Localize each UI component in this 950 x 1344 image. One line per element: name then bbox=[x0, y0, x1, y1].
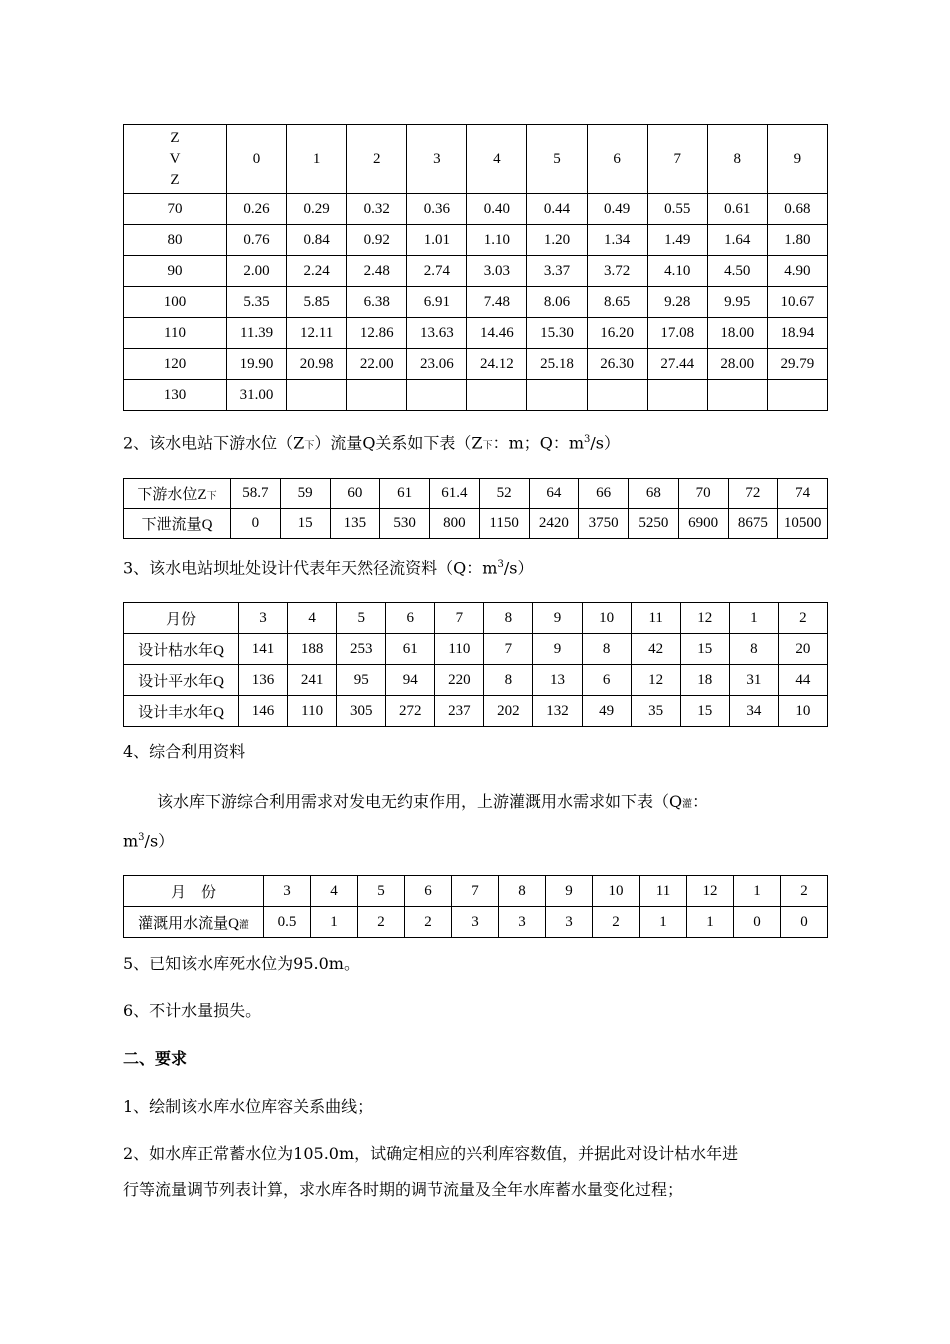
table-cell: 8 bbox=[729, 634, 778, 665]
row-header-cell: 月份 bbox=[124, 603, 239, 634]
corner-header-line: Z bbox=[170, 129, 180, 146]
row-header-cell: 月 份 bbox=[124, 876, 264, 907]
table-cell: 29.79 bbox=[767, 349, 827, 380]
table-cell: 18.94 bbox=[767, 318, 827, 349]
table-cell: 74 bbox=[778, 479, 828, 509]
row-header-cell: 设计枯水年Q bbox=[124, 634, 239, 665]
row-header-cell: 70 bbox=[124, 194, 227, 225]
table-cell: 34 bbox=[729, 696, 778, 727]
table-cell: 68 bbox=[629, 479, 679, 509]
table-cell: 13 bbox=[533, 665, 582, 696]
section-4-paragraph-line2: $m^3/s$） bbox=[123, 831, 175, 851]
column-header-cell: 3 bbox=[239, 603, 288, 634]
requirement-2-line2: 行等流量调节列表计算，求水库各时期的调节流量及全年水库蓄水量变化过程； bbox=[123, 1180, 684, 1199]
table-cell: 0.32 bbox=[347, 194, 407, 225]
column-header-cell: 7 bbox=[435, 603, 484, 634]
table-row bbox=[124, 349, 828, 380]
table-cell: 1.34 bbox=[587, 225, 647, 256]
table-cell: 15 bbox=[680, 696, 729, 727]
table-cell: 64 bbox=[529, 479, 579, 509]
table-cell: 3.37 bbox=[527, 256, 587, 287]
table-cell: 12 bbox=[631, 665, 680, 696]
column-header-cell: 4 bbox=[311, 876, 358, 907]
table-cell: 3 bbox=[452, 907, 499, 938]
zv-table bbox=[123, 124, 828, 411]
corner-header-cell bbox=[124, 125, 227, 194]
column-header-cell: 6 bbox=[405, 876, 452, 907]
requirements-heading: 二、要求 bbox=[123, 1049, 188, 1068]
section-3-text: 3、该水电站坝址处设计代表年天然径流资料（Q：$m^3/s$） bbox=[123, 558, 534, 578]
table-row bbox=[124, 907, 828, 938]
table-cell: 2420 bbox=[529, 509, 579, 539]
table-cell: 11.39 bbox=[227, 318, 287, 349]
table-row bbox=[124, 665, 828, 696]
table-cell: 0 bbox=[231, 509, 281, 539]
table-row bbox=[124, 380, 828, 411]
column-header-cell: 10 bbox=[593, 876, 640, 907]
table-cell: 95 bbox=[337, 665, 386, 696]
table-cell: 2.00 bbox=[227, 256, 287, 287]
table-cell bbox=[527, 380, 587, 411]
table-cell: 19.90 bbox=[227, 349, 287, 380]
table-cell: 0 bbox=[781, 907, 828, 938]
table-cell: 15.30 bbox=[527, 318, 587, 349]
table-cell: 28.00 bbox=[707, 349, 767, 380]
table-cell: 0.44 bbox=[527, 194, 587, 225]
table-cell: 8 bbox=[582, 634, 631, 665]
table-cell: 72 bbox=[728, 479, 778, 509]
table-cell: 136 bbox=[239, 665, 288, 696]
column-header-cell: 8 bbox=[484, 603, 533, 634]
table-cell: 241 bbox=[288, 665, 337, 696]
table-cell bbox=[347, 380, 407, 411]
table-cell: 0.26 bbox=[227, 194, 287, 225]
table-cell: 12.11 bbox=[287, 318, 347, 349]
table-cell: 141 bbox=[239, 634, 288, 665]
corner-header-line: V bbox=[169, 150, 181, 167]
table-cell: 1 bbox=[687, 907, 734, 938]
table-cell: 0.84 bbox=[287, 225, 347, 256]
table-cell: 44 bbox=[778, 665, 827, 696]
column-header-cell: 9 bbox=[546, 876, 593, 907]
table-cell: 8 bbox=[484, 665, 533, 696]
table-cell: 16.20 bbox=[587, 318, 647, 349]
table-cell: 2 bbox=[405, 907, 452, 938]
table-cell: 2.74 bbox=[407, 256, 467, 287]
table-cell: 1.10 bbox=[467, 225, 527, 256]
table-cell: 0.29 bbox=[287, 194, 347, 225]
column-header-cell: 5 bbox=[358, 876, 405, 907]
table-cell: 135 bbox=[330, 509, 380, 539]
column-header-cell: 1 bbox=[287, 125, 347, 194]
table-cell: 1.64 bbox=[707, 225, 767, 256]
table-cell: 3750 bbox=[579, 509, 629, 539]
table-cell: 0.5 bbox=[264, 907, 311, 938]
row-header-cell: 设计平水年Q bbox=[124, 665, 239, 696]
column-header-cell: 6 bbox=[386, 603, 435, 634]
row-header-cell: 130 bbox=[124, 380, 227, 411]
table-cell: 0.49 bbox=[587, 194, 647, 225]
table-cell: 49 bbox=[582, 696, 631, 727]
table-cell: 0.36 bbox=[407, 194, 467, 225]
table-row bbox=[124, 225, 828, 256]
column-header-cell: 2 bbox=[778, 603, 827, 634]
row-header-cell: 80 bbox=[124, 225, 227, 256]
column-header-cell: 1 bbox=[729, 603, 778, 634]
table-cell: 9.28 bbox=[647, 287, 707, 318]
table-cell: 66 bbox=[579, 479, 629, 509]
column-header-cell: 3 bbox=[407, 125, 467, 194]
table-cell: 3.72 bbox=[587, 256, 647, 287]
row-header-cell: 下游水位Z下 bbox=[124, 479, 231, 509]
table-cell bbox=[707, 380, 767, 411]
table-cell: 272 bbox=[386, 696, 435, 727]
table-cell: 70 bbox=[678, 479, 728, 509]
table-cell: 14.46 bbox=[467, 318, 527, 349]
table-cell: 10 bbox=[778, 696, 827, 727]
table-cell: 60 bbox=[330, 479, 380, 509]
table-cell: 5250 bbox=[629, 509, 679, 539]
table-cell: 6.38 bbox=[347, 287, 407, 318]
column-header-cell: 12 bbox=[680, 603, 729, 634]
table-cell: 2 bbox=[593, 907, 640, 938]
section-2-text: 2、该水电站下游水位（Z下）流量Q关系如下表（Z下：m；Q：$m^3/s$） bbox=[123, 433, 621, 453]
table-cell: 10.67 bbox=[767, 287, 827, 318]
table-row bbox=[124, 479, 828, 509]
table-row bbox=[124, 696, 828, 727]
row-header-cell: 110 bbox=[124, 318, 227, 349]
table-cell: 1.80 bbox=[767, 225, 827, 256]
table-cell: 132 bbox=[533, 696, 582, 727]
table-cell: 13.63 bbox=[407, 318, 467, 349]
table-row bbox=[124, 194, 828, 225]
column-header-cell: 11 bbox=[631, 603, 680, 634]
column-header-cell: 5 bbox=[527, 125, 587, 194]
table-cell: 12.86 bbox=[347, 318, 407, 349]
column-header-cell: 6 bbox=[587, 125, 647, 194]
table-cell: 23.06 bbox=[407, 349, 467, 380]
table-cell: 8675 bbox=[728, 509, 778, 539]
table-cell: 3 bbox=[546, 907, 593, 938]
table-cell: 5.85 bbox=[287, 287, 347, 318]
runoff-table bbox=[123, 602, 828, 727]
table-row bbox=[124, 318, 828, 349]
irrigation-table bbox=[123, 875, 828, 938]
table-cell: 58.7 bbox=[231, 479, 281, 509]
table-cell: 94 bbox=[386, 665, 435, 696]
table-cell: 0.68 bbox=[767, 194, 827, 225]
table-cell: 35 bbox=[631, 696, 680, 727]
table-cell: 4.10 bbox=[647, 256, 707, 287]
table-cell: 1.01 bbox=[407, 225, 467, 256]
table-cell: 22.00 bbox=[347, 349, 407, 380]
table-cell bbox=[767, 380, 827, 411]
table-cell: 61 bbox=[380, 479, 430, 509]
table-cell bbox=[647, 380, 707, 411]
table-cell: 6.91 bbox=[407, 287, 467, 318]
table-cell: 110 bbox=[288, 696, 337, 727]
table-cell: 1 bbox=[640, 907, 687, 938]
table-cell: 1 bbox=[311, 907, 358, 938]
table-cell: 6900 bbox=[678, 509, 728, 539]
table-cell: 15 bbox=[280, 509, 330, 539]
table-cell: 26.30 bbox=[587, 349, 647, 380]
row-header-cell: 120 bbox=[124, 349, 227, 380]
table-cell: 1.20 bbox=[527, 225, 587, 256]
table-cell: 3.03 bbox=[467, 256, 527, 287]
table-cell: 61.4 bbox=[430, 479, 480, 509]
tailwater-table bbox=[123, 478, 828, 539]
column-header-cell: 11 bbox=[640, 876, 687, 907]
table-cell: 2.48 bbox=[347, 256, 407, 287]
requirement-2-line1: 2、如水库正常蓄水位为105.0m，试确定相应的兴利库容数值，并据此对设计枯水年进 bbox=[123, 1144, 739, 1163]
column-header-cell: 8 bbox=[707, 125, 767, 194]
table-cell bbox=[587, 380, 647, 411]
section-4-title: 4、综合利用资料 bbox=[123, 742, 246, 761]
section-4-paragraph: 该水库下游综合利用需求对发电无约束作用，上游灌溉用水需求如下表（Q灌： bbox=[157, 792, 709, 811]
column-header-cell: 2 bbox=[347, 125, 407, 194]
table-cell: 9.95 bbox=[707, 287, 767, 318]
table-cell: 25.18 bbox=[527, 349, 587, 380]
table-cell: 0.55 bbox=[647, 194, 707, 225]
table-cell bbox=[287, 380, 347, 411]
table-cell: 202 bbox=[484, 696, 533, 727]
column-header-cell: 7 bbox=[647, 125, 707, 194]
table-cell: 4.90 bbox=[767, 256, 827, 287]
table-cell: 2.24 bbox=[287, 256, 347, 287]
table-cell: 10500 bbox=[778, 509, 828, 539]
table-cell: 6 bbox=[582, 665, 631, 696]
table-cell: 8.06 bbox=[527, 287, 587, 318]
table-cell: 7 bbox=[484, 634, 533, 665]
column-header-cell: 7 bbox=[452, 876, 499, 907]
column-header-cell: 4 bbox=[467, 125, 527, 194]
column-header-cell: 9 bbox=[767, 125, 827, 194]
row-header-cell: 灌溉用水流量Q灌 bbox=[124, 907, 264, 938]
table-header-row bbox=[124, 876, 828, 907]
column-header-cell: 1 bbox=[734, 876, 781, 907]
table-cell: 0.61 bbox=[707, 194, 767, 225]
column-header-cell: 8 bbox=[499, 876, 546, 907]
table-cell: 220 bbox=[435, 665, 484, 696]
table-cell: 4.50 bbox=[707, 256, 767, 287]
table-row bbox=[124, 634, 828, 665]
column-header-cell: 9 bbox=[533, 603, 582, 634]
column-header-cell: 0 bbox=[227, 125, 287, 194]
requirement-1: 1、绘制该水库水位库容关系曲线； bbox=[123, 1097, 374, 1116]
table-cell bbox=[467, 380, 527, 411]
column-header-cell: 2 bbox=[781, 876, 828, 907]
table-cell: 7.48 bbox=[467, 287, 527, 318]
column-header-cell: 4 bbox=[288, 603, 337, 634]
row-header-cell: 下泄流量Q bbox=[124, 509, 231, 539]
table-cell: 1.49 bbox=[647, 225, 707, 256]
corner-header-line: Z bbox=[170, 171, 180, 188]
table-cell: 20.98 bbox=[287, 349, 347, 380]
column-header-cell: 10 bbox=[582, 603, 631, 634]
table-cell: 9 bbox=[533, 634, 582, 665]
table-cell: 800 bbox=[430, 509, 480, 539]
table-cell: 0.76 bbox=[227, 225, 287, 256]
row-header-cell: 90 bbox=[124, 256, 227, 287]
table-cell: 20 bbox=[778, 634, 827, 665]
table-cell: 1150 bbox=[479, 509, 529, 539]
table-cell: 24.12 bbox=[467, 349, 527, 380]
table-cell: 5.35 bbox=[227, 287, 287, 318]
column-header-cell: 3 bbox=[264, 876, 311, 907]
table-row bbox=[124, 256, 828, 287]
table-cell: 59 bbox=[280, 479, 330, 509]
table-cell: 188 bbox=[288, 634, 337, 665]
table-cell: 42 bbox=[631, 634, 680, 665]
table-cell: 146 bbox=[239, 696, 288, 727]
table-cell: 0.40 bbox=[467, 194, 527, 225]
table-cell: 0.92 bbox=[347, 225, 407, 256]
table-cell: 253 bbox=[337, 634, 386, 665]
row-header-cell: 设计丰水年Q bbox=[124, 696, 239, 727]
table-cell: 18.00 bbox=[707, 318, 767, 349]
table-cell: 110 bbox=[435, 634, 484, 665]
table-cell: 8.65 bbox=[587, 287, 647, 318]
table-header-row bbox=[124, 125, 828, 194]
table-cell: 237 bbox=[435, 696, 484, 727]
table-cell bbox=[407, 380, 467, 411]
table-cell: 18 bbox=[680, 665, 729, 696]
table-cell: 305 bbox=[337, 696, 386, 727]
table-cell: 52 bbox=[479, 479, 529, 509]
table-cell: 3 bbox=[499, 907, 546, 938]
table-row bbox=[124, 287, 828, 318]
table-cell: 530 bbox=[380, 509, 430, 539]
table-cell: 31 bbox=[729, 665, 778, 696]
table-cell: 15 bbox=[680, 634, 729, 665]
row-header-cell: 100 bbox=[124, 287, 227, 318]
table-row bbox=[124, 509, 828, 539]
table-cell: 31.00 bbox=[227, 380, 287, 411]
table-cell: 2 bbox=[358, 907, 405, 938]
table-cell: 61 bbox=[386, 634, 435, 665]
section-5-text: 5、已知该水库死水位为95.0m。 bbox=[123, 954, 360, 973]
table-cell: 0 bbox=[734, 907, 781, 938]
table-cell: 27.44 bbox=[647, 349, 707, 380]
column-header-cell: 12 bbox=[687, 876, 734, 907]
table-header-row bbox=[124, 603, 828, 634]
section-6-text: 6、不计水量损失。 bbox=[123, 1001, 262, 1020]
column-header-cell: 5 bbox=[337, 603, 386, 634]
table-cell: 17.08 bbox=[647, 318, 707, 349]
